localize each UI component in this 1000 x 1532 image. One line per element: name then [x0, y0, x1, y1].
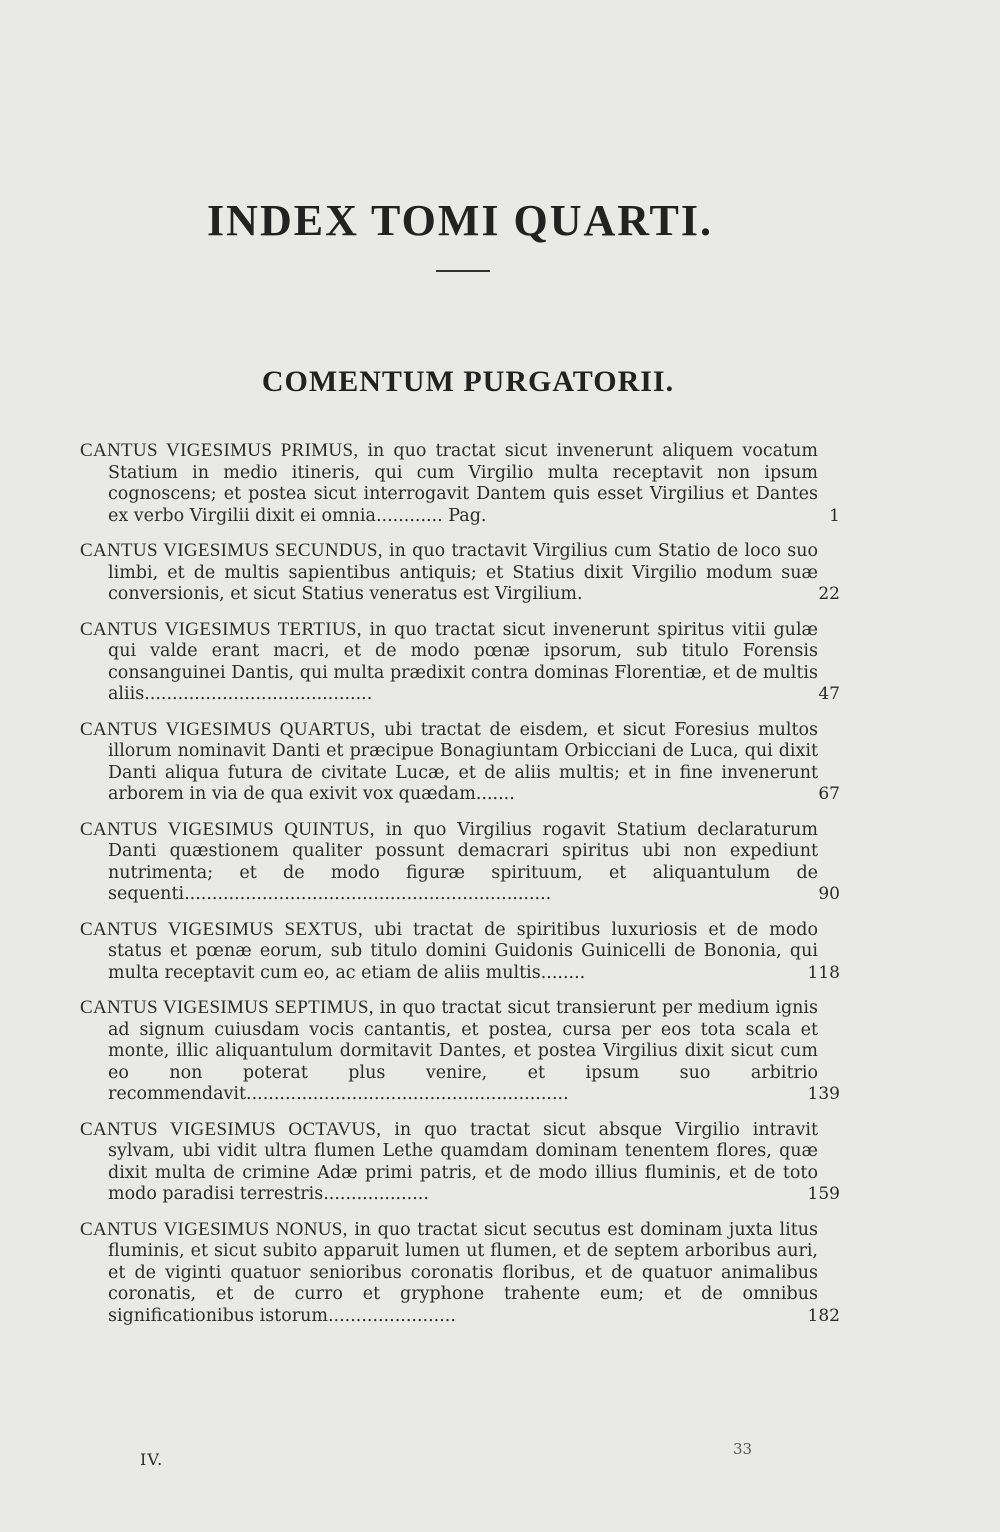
index-entries [80, 440, 840, 1340]
entry-page-number: 67 [818, 784, 840, 804]
entry-page-number: 182 [807, 1305, 840, 1326]
entry-page-number: 139 [807, 1084, 840, 1104]
index-entry [80, 440, 840, 527]
index-entry [80, 619, 840, 706]
entry-page-number: 47 [818, 684, 840, 704]
entry-text: in quo tractat sicut invenerunt aliquem vocatum Statium in medio itineris, qui cum Virgilio multa receptavit non ipsum cognoscens; et postea sicut interrogavit Dantem quis esset Virgilius et Dantes ex verbo Virgilii dixit ei omnia............ Pag. [108, 441, 818, 526]
entry-text: in quo Virgilius rogavit Statium declaraturum Danti quæstionem qualiter possunt demacrari spiritus ubi non expediunt nutrimenta; et de modo figuræ spirituum, et aliquantulum de sequenti.................................................................. [108, 819, 818, 904]
index-entry [80, 540, 840, 606]
entry-page-number: 1 [829, 505, 840, 526]
entry-text: in quo tractavit Virgilius cum Statio de loco suo limbi, et de multis sapientibus antiquis; et Statius dixit Virgilio modum suæ conversionis, et sicut Statius veneratus est Virgilium. [108, 541, 819, 604]
entry-text: ubi tractat de spiritibus luxuriosis et de modo status et pœnæ eorum, sub titulo domini Guidonis Guinicelli de Bononia, qui multa receptavit cum eo, ac etiam de aliis multis........ [108, 919, 818, 983]
entry-text: in quo tractat sicut absque Virgilio intravit sylvam, ubi vidit ultra flumen Lethe quamdam dominam tenentem flores, quæ dixit multa de crimine Adæ primi patris, et de modo illius fluminis, et de toto modo paradisi terrestris................... [108, 1119, 818, 1204]
index-entry [80, 919, 840, 985]
entry-text: in quo tractat sicut transierunt per medium ignis ad signum cuiusdam vocis cantantis, et postea, cursa per eos tota scala et monte, illic aliquantulum dormitavit Dantes, et postea Virgilius dixit sicut cum eo non poterat plus venire, et ipsum suo arbitrio recommendavit.......................................................... [108, 998, 818, 1104]
index-entry [80, 1219, 840, 1328]
page-title: INDEX TOMI QUARTI. [207, 196, 713, 245]
entry-page-number: 90 [818, 884, 840, 904]
entry-page-number: 118 [807, 962, 840, 983]
section-title: COMENTUM PURGATORII. [261, 365, 675, 398]
entry-heading: CANTUS VIGESIMUS PRIMUS, [80, 440, 359, 461]
index-entry [80, 819, 840, 906]
entry-heading: CANTUS VIGESIMUS OCTAVUS, [80, 1118, 382, 1140]
entry-heading: CANTUS VIGESIMUS TERTIUS, [80, 618, 362, 640]
entry-text: ubi tractat de eisdem, et sicut Foresius multos illorum nominavit Danti et præcipue Bonagiuntam Orbicciani de Luca, qui dixit Danti aliqua futura de civitate Lucæ, et de aliis multis; et in fine invenerunt arborem in via de qua exivit vox quædam....... [108, 719, 818, 804]
entry-page-number: 159 [807, 1184, 840, 1204]
entry-heading: CANTUS VIGESIMUS QUINTUS, [80, 818, 375, 840]
index-entry [80, 1119, 840, 1206]
entry-heading: CANTUS VIGESIMUS QUARTUS, [80, 718, 376, 740]
index-entry [80, 719, 840, 806]
index-entry [80, 997, 840, 1106]
entry-heading: CANTUS VIGESIMUS SECUNDUS, [80, 540, 383, 561]
entry-text: in quo tractat sicut secutus est dominam juxta litus fluminis, et sicut subito apparuit lumen ut flumen, et de septem arboribus auri, et de viginti quatuor senioribus coronatis floribus, et de quatuor animalibus coronatis, et de curro et gryphone trahente eum; et de omnibus significationibus istorum....................... [108, 1219, 818, 1326]
sheet-number: 33 [733, 1440, 753, 1458]
entry-heading: CANTUS VIGESIMUS SEPTIMUS, [80, 997, 374, 1018]
entry-heading: CANTUS VIGESIMUS SEXTUS, [80, 918, 364, 940]
signature-mark: IV. [140, 1450, 164, 1469]
entry-text: in quo tractat sicut invenerunt spiritus vitii gulæ qui valde erant macri, et de modo pœnæ ipsorum, sub titulo Forensis consanguinei Dantis, qui multa prædixit contra dominas Florentiæ, et de multis aliis......................................... [108, 619, 818, 704]
title-rule [436, 270, 490, 272]
entry-page-number: 22 [818, 584, 840, 604]
entry-heading: CANTUS VIGESIMUS NONUS, [80, 1218, 348, 1240]
